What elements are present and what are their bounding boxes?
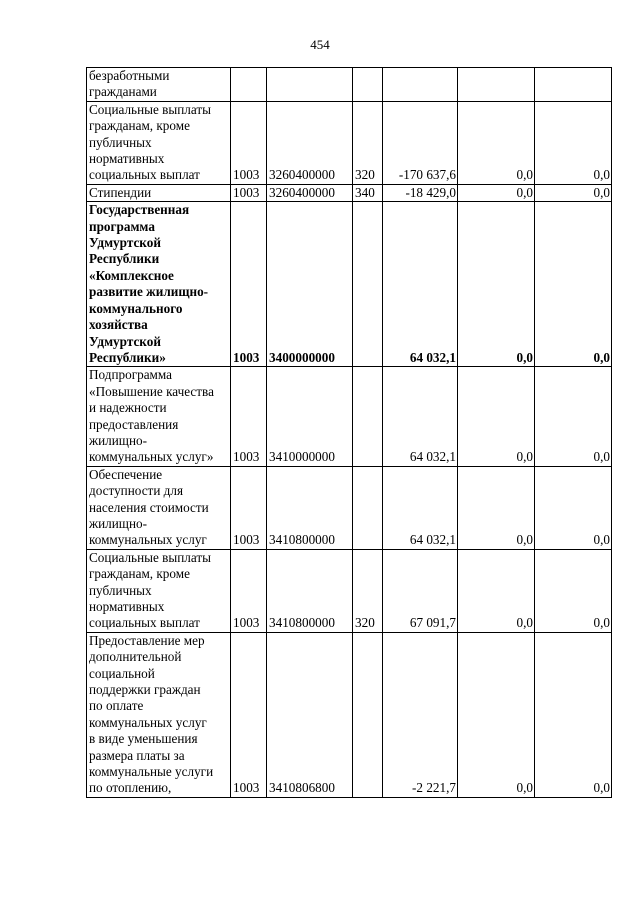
year3-amount-cell: 0,0 — [535, 101, 612, 184]
row-name-cell — [87, 632, 231, 797]
row-name-line: Республики» — [89, 349, 166, 365]
target-article-cell: 3410806800 — [267, 632, 353, 797]
amount-cell — [383, 68, 458, 102]
table-row — [87, 184, 612, 201]
year3-amount-cell: 0,0 — [535, 466, 612, 549]
target-article-cell: 3400000000 — [267, 202, 353, 367]
year2-amount-cell: 0,0 — [458, 632, 535, 797]
year2-amount-cell: 0,0 — [458, 101, 535, 184]
section-code-cell: 1003 — [231, 202, 267, 367]
row-name-line: коммунальных услуг — [89, 532, 207, 548]
year3-amount-cell: 0,0 — [535, 202, 612, 367]
table-row — [87, 466, 612, 549]
row-name-cell — [87, 68, 231, 102]
amount-cell: 64 032,1 — [383, 466, 458, 549]
amount-cell: -2 221,7 — [383, 632, 458, 797]
expense-type-cell — [353, 367, 383, 466]
section-code-cell — [231, 68, 267, 102]
row-name-cell — [87, 466, 231, 549]
row-name-line: Удмуртской — [89, 235, 161, 251]
amount-cell: 64 032,1 — [383, 367, 458, 466]
row-name-line: Государственная — [89, 202, 190, 218]
row-name-line: и надежности — [89, 400, 167, 416]
row-name-line: Социальные выплаты — [89, 549, 211, 565]
amount-cell: -170 637,6 — [383, 101, 458, 184]
row-name-line: безработными — [89, 68, 170, 83]
amount-cell: 67 091,7 — [383, 549, 458, 632]
row-name-cell — [87, 101, 231, 184]
year2-amount-cell — [458, 68, 535, 102]
row-name-line: гражданам, кроме — [89, 566, 190, 582]
row-name-line: социальной — [89, 665, 155, 681]
budget-table — [86, 67, 612, 798]
year2-amount-cell: 0,0 — [458, 184, 535, 201]
section-code-cell: 1003 — [231, 466, 267, 549]
table-row — [87, 549, 612, 632]
expense-type-cell — [353, 202, 383, 367]
row-name-line: Подпрограмма — [89, 367, 173, 383]
year2-amount-cell: 0,0 — [458, 367, 535, 466]
row-name-line: предоставления — [89, 416, 179, 432]
year2-amount-cell: 0,0 — [458, 549, 535, 632]
expense-type-cell: 340 — [353, 184, 383, 201]
section-code-cell: 1003 — [231, 184, 267, 201]
target-article-cell: 3260400000 — [267, 184, 353, 201]
row-name-line: Республики — [89, 251, 160, 267]
row-name-line: программа — [89, 218, 155, 234]
target-article-cell: 3410800000 — [267, 549, 353, 632]
row-name-line: Социальные выплаты — [89, 101, 211, 117]
section-code-cell: 1003 — [231, 101, 267, 184]
year3-amount-cell: 0,0 — [535, 184, 612, 201]
row-name-line: Стипендии — [89, 184, 152, 200]
row-name-cell — [87, 367, 231, 466]
expense-type-cell: 320 — [353, 101, 383, 184]
section-code-cell: 1003 — [231, 549, 267, 632]
table-row — [87, 367, 612, 466]
row-name-line: населения стоимости — [89, 499, 209, 515]
row-name-line: коммунальных услуг» — [89, 449, 214, 465]
row-name-line: размера платы за — [89, 747, 185, 763]
row-name-line: Удмуртской — [89, 333, 161, 349]
row-name-line: по отоплению, — [89, 780, 172, 796]
expense-type-cell — [353, 466, 383, 549]
row-name-line: коммунального — [89, 300, 183, 316]
row-name-line: «Комплексное — [89, 267, 174, 283]
year3-amount-cell — [535, 68, 612, 102]
row-name-line: публичных — [89, 582, 152, 598]
row-name-line: Предоставление мер — [89, 632, 205, 648]
row-name-line: хозяйства — [89, 317, 148, 333]
row-name-line: доступности для — [89, 483, 184, 499]
row-name-line: в виде уменьшения — [89, 731, 198, 747]
section-code-cell: 1003 — [231, 632, 267, 797]
row-name-line: нормативных — [89, 599, 165, 614]
target-article-cell: 3410800000 — [267, 466, 353, 549]
row-name-line: жилищно- — [89, 515, 148, 531]
row-name-line: нормативных — [89, 151, 165, 167]
amount-cell: -18 429,0 — [383, 184, 458, 201]
row-name-line: социальных выплат — [89, 167, 200, 183]
expense-type-cell — [353, 632, 383, 797]
row-name-line: дополнительной — [89, 649, 182, 665]
row-name-line: «Повышение качества — [89, 383, 214, 399]
expense-type-cell — [353, 68, 383, 102]
row-name-line: коммунальные услуги — [89, 764, 214, 780]
row-name-line: гражданами — [89, 84, 157, 100]
expense-type-cell: 320 — [353, 549, 383, 632]
table-row — [87, 101, 612, 184]
row-name-line: развитие жилищно- — [89, 284, 209, 300]
row-name-line: жилищно- — [89, 432, 148, 448]
table-row — [87, 68, 612, 102]
row-name-line: поддержки граждан — [89, 682, 201, 698]
year3-amount-cell: 0,0 — [535, 549, 612, 632]
row-name-cell — [87, 549, 231, 632]
row-name-line: гражданам, кроме — [89, 118, 190, 134]
table-row — [87, 202, 612, 367]
year2-amount-cell: 0,0 — [458, 202, 535, 367]
row-name-cell — [87, 202, 231, 367]
year3-amount-cell: 0,0 — [535, 367, 612, 466]
page-number: 454 — [310, 37, 330, 52]
row-name-line: Обеспечение — [89, 466, 163, 482]
target-article-cell: 3410000000 — [267, 367, 353, 466]
amount-cell: 64 032,1 — [383, 202, 458, 367]
row-name-line: по оплате — [89, 698, 144, 714]
row-name-line: коммунальных услуг — [89, 714, 207, 730]
section-code-cell: 1003 — [231, 367, 267, 466]
row-name-line: социальных выплат — [89, 615, 200, 631]
row-name-cell — [87, 184, 231, 201]
table-row — [87, 632, 612, 797]
table-body — [87, 68, 612, 798]
year3-amount-cell: 0,0 — [535, 632, 612, 797]
row-name-line: публичных — [89, 134, 152, 150]
target-article-cell: 3260400000 — [267, 101, 353, 184]
target-article-cell — [267, 68, 353, 102]
year2-amount-cell: 0,0 — [458, 466, 535, 549]
